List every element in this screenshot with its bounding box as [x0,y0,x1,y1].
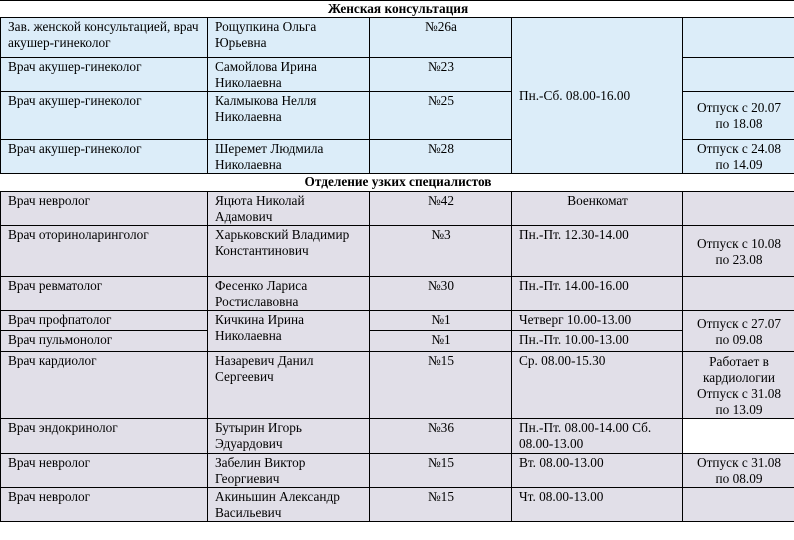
room-cell: №15 [370,488,512,522]
room-cell: №1 [370,331,512,352]
table-row [1,419,794,454]
schedule-cell: Пн.-Пт. 10.00-13.00 [512,331,683,352]
table-row [1,331,794,352]
schedule-cell: Четверг 10.00-13.00 [512,311,683,331]
name-cell: Шеремет Людмила Николаевна [208,140,370,174]
table-row [1,277,794,311]
position-cell: Врач невролог [1,192,208,226]
schedule-cell: Ср. 08.00-15.30 [512,352,683,419]
name-cell: Рощупкина Ольга Юрьевна [208,18,370,58]
section-header-row [1,1,794,18]
section-header-row [1,174,794,192]
position-cell: Врач профпатолог [1,311,208,331]
note-cell: Работает в кардиологии Отпуск с 31.08 по 13.09 [683,352,794,419]
note-cell [683,277,794,311]
position-cell: Врач оториноларинголог [1,226,208,277]
section-title: Отделение узких специалистов [1,174,794,192]
schedule-cell: Пн.-Пт. 14.00-16.00 [512,277,683,311]
note-cell [683,488,794,522]
room-cell: №26а [370,18,512,58]
name-cell: Кичкина Ирина Николаевна [208,311,370,352]
note-cell [683,18,794,58]
note-cell: Отпуск с 27.07 по 09.08 [683,311,794,352]
room-cell: №42 [370,192,512,226]
table-row [1,352,794,419]
note-cell [683,419,794,454]
position-cell: Врач невролог [1,454,208,488]
table-row [1,311,794,331]
note-cell [683,192,794,226]
note-cell [683,58,794,92]
position-cell: Врач пульмонолог [1,331,208,352]
note-cell: Отпуск с 24.08 по 14.09 [683,140,794,174]
table-row [1,226,794,277]
position-cell: Врач акушер-гинеколог [1,140,208,174]
table-row [1,18,794,58]
position-cell: Врач акушер-гинеколог [1,92,208,140]
name-cell: Яцюта Николай Адамович [208,192,370,226]
schedule-cell: Чт. 08.00-13.00 [512,488,683,522]
room-cell: №30 [370,277,512,311]
table-row [1,454,794,488]
schedule-cell: Вт. 08.00-13.00 [512,454,683,488]
room-cell: №23 [370,58,512,92]
schedule-cell: Военкомат [512,192,683,226]
schedule-cell: Пн.-Сб. 08.00-16.00 [512,18,683,174]
room-cell: №1 [370,311,512,331]
table-row [1,192,794,226]
position-cell: Врач эндокринолог [1,419,208,454]
position-cell: Зав. женской консультацией, врач акушер-гинеколог [1,18,208,58]
name-cell: Бутырин Игорь Эдуардович [208,419,370,454]
section-title: Женская консультация [1,1,794,18]
name-cell: Харьковский Владимир Константинович [208,226,370,277]
note-cell: Отпуск с 20.07 по 18.08 [683,92,794,140]
room-cell: №28 [370,140,512,174]
room-cell: №15 [370,454,512,488]
position-cell: Врач кардиолог [1,352,208,419]
position-cell: Врач невролог [1,488,208,522]
name-cell: Акиньшин Александр Васильевич [208,488,370,522]
name-cell: Фесенко Лариса Ростиславовна [208,277,370,311]
note-cell: Отпуск с 31.08 по 08.09 [683,454,794,488]
schedule-cell: Пн.-Пт. 08.00-14.00 Сб. 08.00-13.00 [512,419,683,454]
room-cell: №3 [370,226,512,277]
room-cell: №36 [370,419,512,454]
position-cell: Врач ревматолог [1,277,208,311]
room-cell: №15 [370,352,512,419]
name-cell: Калмыкова Нелля Николаевна [208,92,370,140]
name-cell: Самойлова Ирина Николаевна [208,58,370,92]
position-cell: Врач акушер-гинеколог [1,58,208,92]
name-cell: Назаревич Данил Сергеевич [208,352,370,419]
room-cell: №25 [370,92,512,140]
name-cell: Забелин Виктор Георгиевич [208,454,370,488]
schedule-cell: Пн.-Пт. 12.30-14.00 [512,226,683,277]
table-row [1,488,794,522]
note-cell: Отпуск с 10.08 по 23.08 [683,226,794,277]
